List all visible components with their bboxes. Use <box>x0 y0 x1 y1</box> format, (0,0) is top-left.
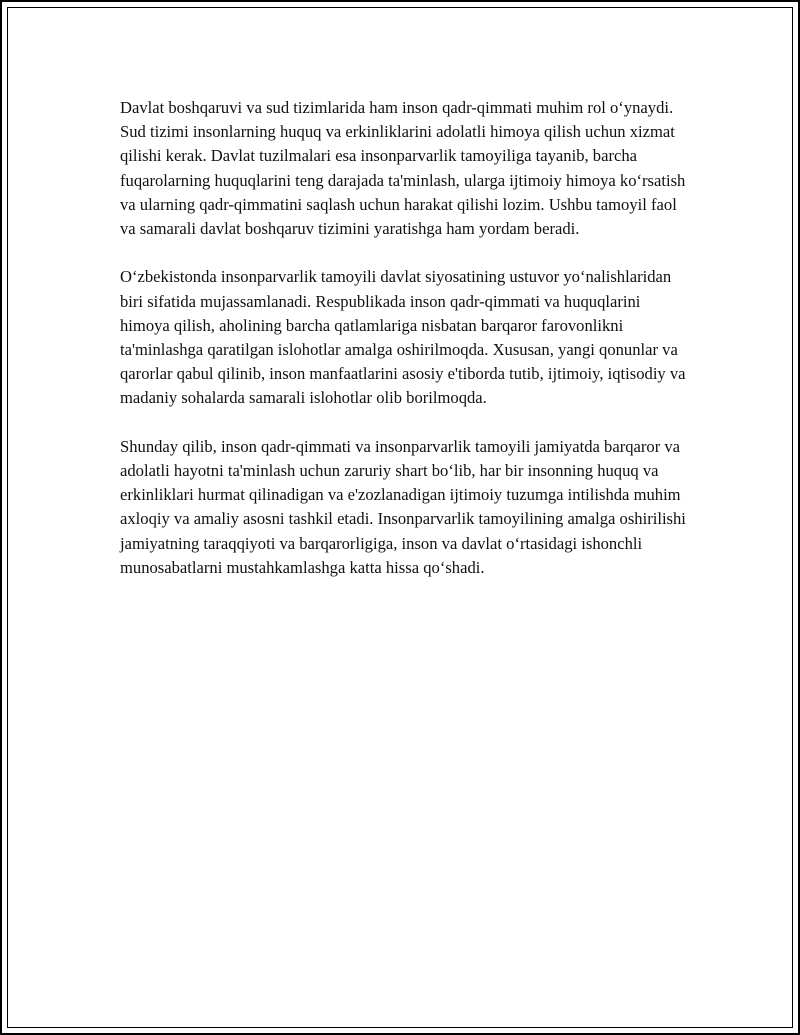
paragraph-1: Davlat boshqaruvi va sud tizimlarida ham inson qadr-qimmati muhim rol oʻynaydi. Sud tizimi insonlarning huquq va erkinliklarini adolatli himoya qilish uchun xizmat qilishi kerak. Davlat tuzilmalari esa insonparvarlik tamoyiliga tayanib, barcha fuqarolarning huquqlarini teng darajada ta'minlash, ularga ijtimoiy himoya koʻrsatish va ularning qadr-qimmatini saqlash uchun harakat qilishi lozim. Ushbu tamoyil faol va samarali davlat boshqaruv tizimini yaratishga ham yordam beradi. <box>120 98 686 239</box>
paragraph-3: Shunday qilib, inson qadr-qimmati va insonparvarlik tamoyili jamiyatda barqaror va adolatli hayotni ta'minlash uchun zaruriy shart boʻlib, har bir insonning huquq va erkinliklari hurmat qilinadigan va e'zozlanadigan ijtimoiy tuzumga intilishda muhim axloqiy va amaliy asosni tashkil etadi. Insonparvarlik tamoyilining amalga oshirilishi jamiyatning taraqqiyoti va barqarorligiga, inson va davlat oʻrtasidagi ishonchli munosabatlarni mustahkamlashga katta hissa qoʻshadi. <box>120 436 686 577</box>
document-body <box>120 96 686 604</box>
paragraph-2: Oʻzbekistonda insonparvarlik tamoyili davlat siyosatining ustuvor yoʻnalishlaridan biri sifatida mujassamlanadi. Respublikada inson qadr-qimmati va huquqlarini himoya qilish, aholining barcha qatlamlariga nisbatan barqaror farovonlikni ta'minlashga qaratilgan islohotlar amalga oshirilmoqda. Xususan, yangi qonunlar va qarorlar qabul qilinib, inson manfaatlarini asosiy e'tiborda tutib, ijtimoiy, iqtisodiy va madaniy sohalarda samarali islohotlar olib borilmoqda. <box>120 267 686 408</box>
